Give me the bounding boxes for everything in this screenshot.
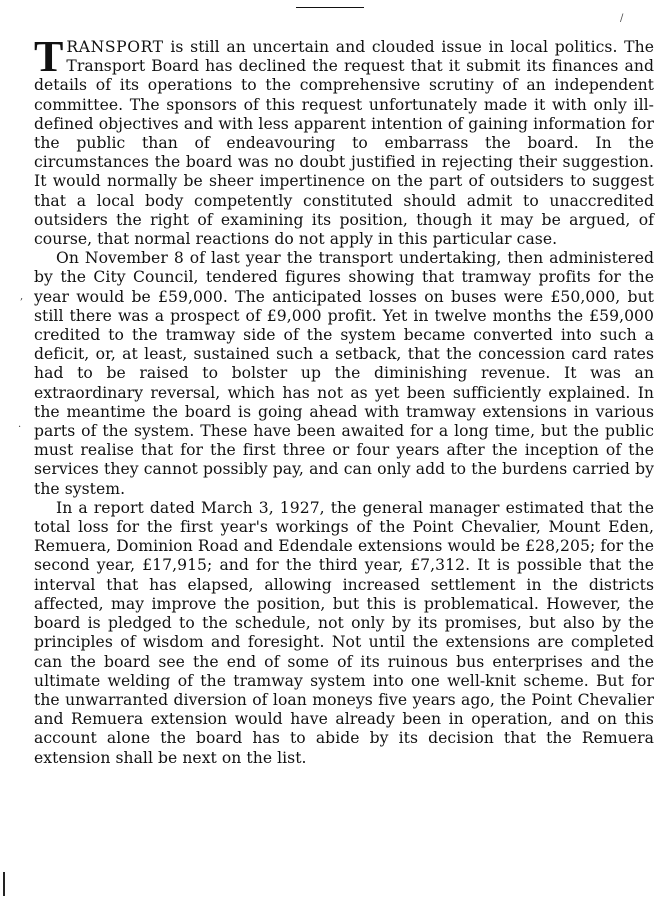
margin-mark-2: · — [18, 422, 22, 433]
paragraph-1 — [34, 32, 654, 249]
lead-word: RANSPORT — [66, 38, 164, 56]
margin-mark-3: / — [620, 13, 624, 24]
gutter-line — [3, 872, 5, 896]
editorial-article — [34, 32, 654, 768]
margin-mark-1: , — [20, 291, 24, 302]
paragraph-3: In a report dated March 3, 1927, the general manager estimated that the total loss for the first year's workings of the Point Chevalier, Mount Eden, Remuera, Dominion Road and Edendale extensions would be £28,205; for the second year, £17,915; and for the third year, £7,312. It is possible that the interval that has elapsed, allowing increased settlement in the districts affected, may improve the position, but this is problematical. However, the board is pledged to the schedule, not only by its promises, but also by the principles of wisdom and foresight. Not until the extensions are completed can the board see the end of some of its ruinous bus enterprises and the ultimate welding of the tramway system into one well-knit scheme. But for the unwarranted diversion of loan moneys five years ago, the Point Chevalier and Remuera extension would have already been in operation, and on this account alone the board has to abide by its decision that the Remuera extension shall be next on the list. — [34, 498, 654, 767]
paragraph-2: On November 8 of last year the transport undertaking, then administered by the City Council, tendered figures showing that tramway profits for the year would be £59,000. The anticipated losses on buses were £50,000, but still there was a prospect of £9,000 profit. Yet in twelve months the £59,000 credited to the tramway side of the system became converted into such a deficit, or, at least, sustained such a setback, that the concession card rates had to be raised to bolster up the diminishing revenue. It was an extraordinary reversal, which has not as yet been sufficiently explained. In the meantime the board is going ahead with tramway extensions in various parts of the system. These have been awaited for a long time, but the public must realise that for the first three or four years after the inception of the services they cannot possibly pay, and can only add to the burdens carried by the system. — [34, 249, 654, 498]
paragraph-1-text: is still an uncertain and clouded issue in local politics. The Transport Board has declined the request that it submit its finances and details of its operations to the comprehensive scrutiny of an independent committee. The sponsors of this request unfortunately made it with only ill-defined objectives and with less apparent intention of gaining information for the public than of endeavouring to embarrass the board. In the circumstances the board was no doubt justified in rejecting their suggestion. It would normally be sheer impertinence on the part of outsiders to suggest that a local body competently constituted should admit to unaccredited outsiders the right of examining its position, though it may be argued, of course, that normal reactions do not apply in this particular case. — [34, 38, 654, 249]
drop-cap: T — [34, 32, 64, 81]
top-rule — [296, 7, 364, 8]
